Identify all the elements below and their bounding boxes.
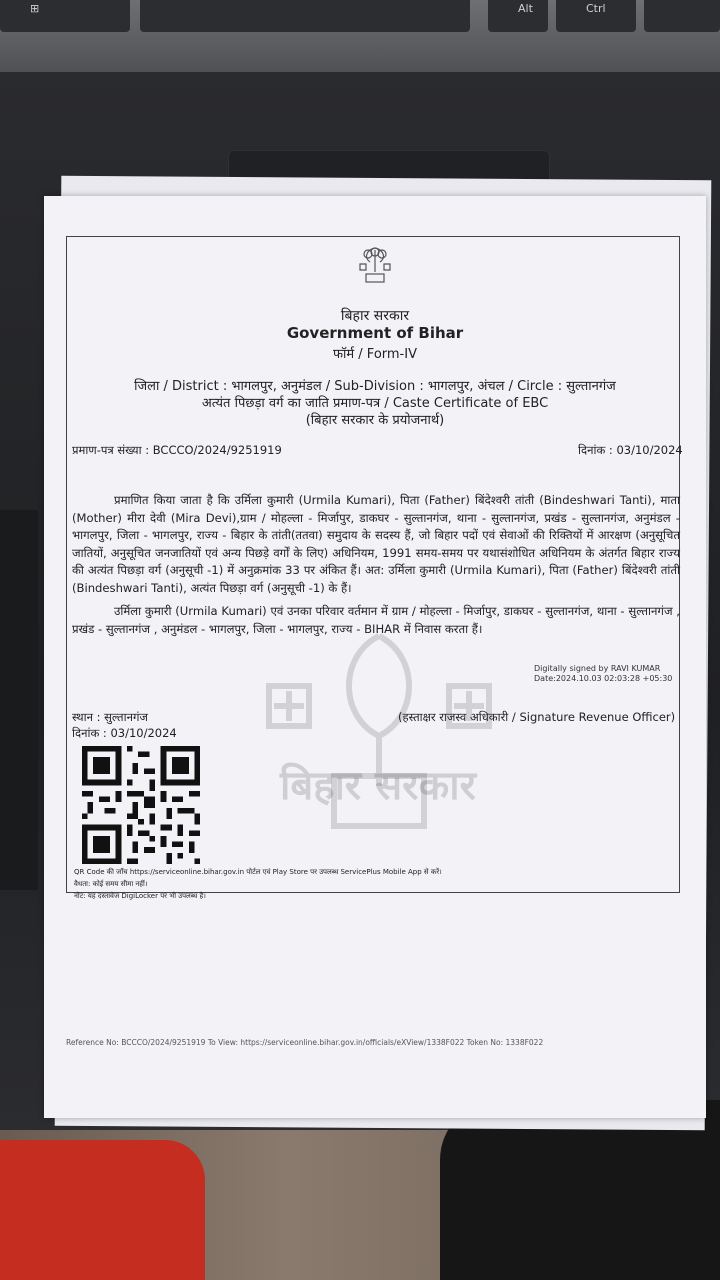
date-bottom: दिनांक : 03/10/2024	[72, 726, 177, 740]
certificate-paper	[44, 196, 706, 1118]
key-arrow	[644, 0, 720, 32]
signature-officer: (हस्ताक्षर राजस्व अधिकारी / Signature Revenue Officer)	[398, 710, 676, 724]
key-space	[140, 0, 470, 32]
key-ctrl: Ctrl	[556, 0, 636, 32]
issue-date: दिनांक : 03/10/2024	[578, 443, 683, 457]
gov-title-hindi: बिहार सरकार	[340, 308, 410, 324]
windows-icon: ⊞	[30, 2, 40, 15]
certificate-paragraph-1: प्रमाणित किया जाता है कि उर्मिला कुमारी (Urmila Kumari), पिता (Father) बिंदेश्वरी तांती (Bindeshwari Tanti), माता (Mother) मीरा देवी (Mira Devi),ग्राम / मोहल्ला - मिर्जापुर, डाकघर - सुल्तानगंज, थाना - सुल्तानगंज, प्रखंड - सुल्तानगंज, अनुमंडल - भागलपुर, जिला - भागलपुर, राज्य - बिहार के तांती(ततवा) समुदाय के सदस्य हैं, जो बिहार पदों एवं सेवाओं की रिक्तियों में आरक्षण (अनुसूचित जातियों, अनुसूचित जनजातियों एवं अन्य पिछड़े वर्गों के लिए) अधिनियम, 1991 समय-समय पर यथासंशोधित अधिनियम के अंतर्गत बिहार राज्य की अत्यंत पिछड़ा वर्ग (अनुसूची -1) में अनुक्रमांक 33 पर अंकित हैं। अत: उर्मिला कुमारी (Urmila Kumari), पिता (Father) बिंदेश्वरी तांती (Bindeshwari Tanti), अत्यंत पिछड़ा वर्ग (अनुसूची -1) के हैं।	[72, 493, 680, 595]
gov-title-english: Government of Bihar	[286, 324, 464, 342]
district-line: जिला / District : भागलपुर, अनुमंडल / Sub-Division : भागलपुर, अंचल / Circle : सुल्तानगंज	[134, 379, 616, 394]
side-keyboard	[0, 510, 38, 890]
key-alt: Alt	[488, 0, 548, 32]
digital-signature: Digitally signed by RAVI KUMAR Date:2024.10.03 02:03:28 +05:30	[534, 664, 673, 683]
qr-code-icon	[78, 746, 204, 864]
certificate-paragraph-2: उर्मिला कुमारी (Urmila Kumari) एवं उनका परिवार वर्तमान में ग्राम / मोहल्ला - मिर्जापुर, डाकघर - सुल्तानगंज, थाना - सुल्तानगंज , प्रखंड - सुल्तानगंज , अनुमंडल - भागलपुर, जिला - भागलपुर, राज्य - BIHAR में निवास करता हैं।	[72, 604, 680, 636]
laptop-keyboard-edge	[0, 0, 720, 72]
certificate-body	[72, 492, 680, 644]
red-cloth	[0, 1140, 205, 1280]
footnote-qr: QR Code की जाँच https://serviceonline.bihar.gov.in पोर्टल एवं Play Store पर उपलब्ध ServicePlus Mobile App से करें।	[74, 868, 442, 876]
certificate-number: प्रमाण-पत्र संख्या : BCCCO/2024/9251919	[72, 443, 282, 457]
footnote-validity: वैधता: कोई समय सीमा नहीं।	[74, 880, 148, 888]
emblem-watermark-icon	[249, 626, 509, 866]
place: स्थान : सुल्तानगंज	[72, 710, 148, 724]
footnote-digilocker: नोट: यह दस्तावेज DigiLocker पर भी उपलब्ध है।	[74, 892, 206, 900]
form-number: फॉर्म / Form-IV	[333, 347, 417, 362]
bihar-emblem-icon	[352, 244, 398, 288]
certificate-purpose: (बिहार सरकार के प्रयोजनार्थ)	[305, 413, 445, 428]
reference-line: Reference No: BCCCO/2024/9251919 To View: https://serviceonline.bihar.gov.in/officials/eXView/1338F022 Token No: 1338F022	[66, 1038, 544, 1047]
watermark-text: बिहार सरकार	[280, 763, 476, 809]
key-windows	[0, 0, 130, 32]
certificate-type: अत्यंत पिछड़ा वर्ग का जाति प्रमाण-पत्र / Caste Certificate of EBC	[201, 396, 549, 411]
